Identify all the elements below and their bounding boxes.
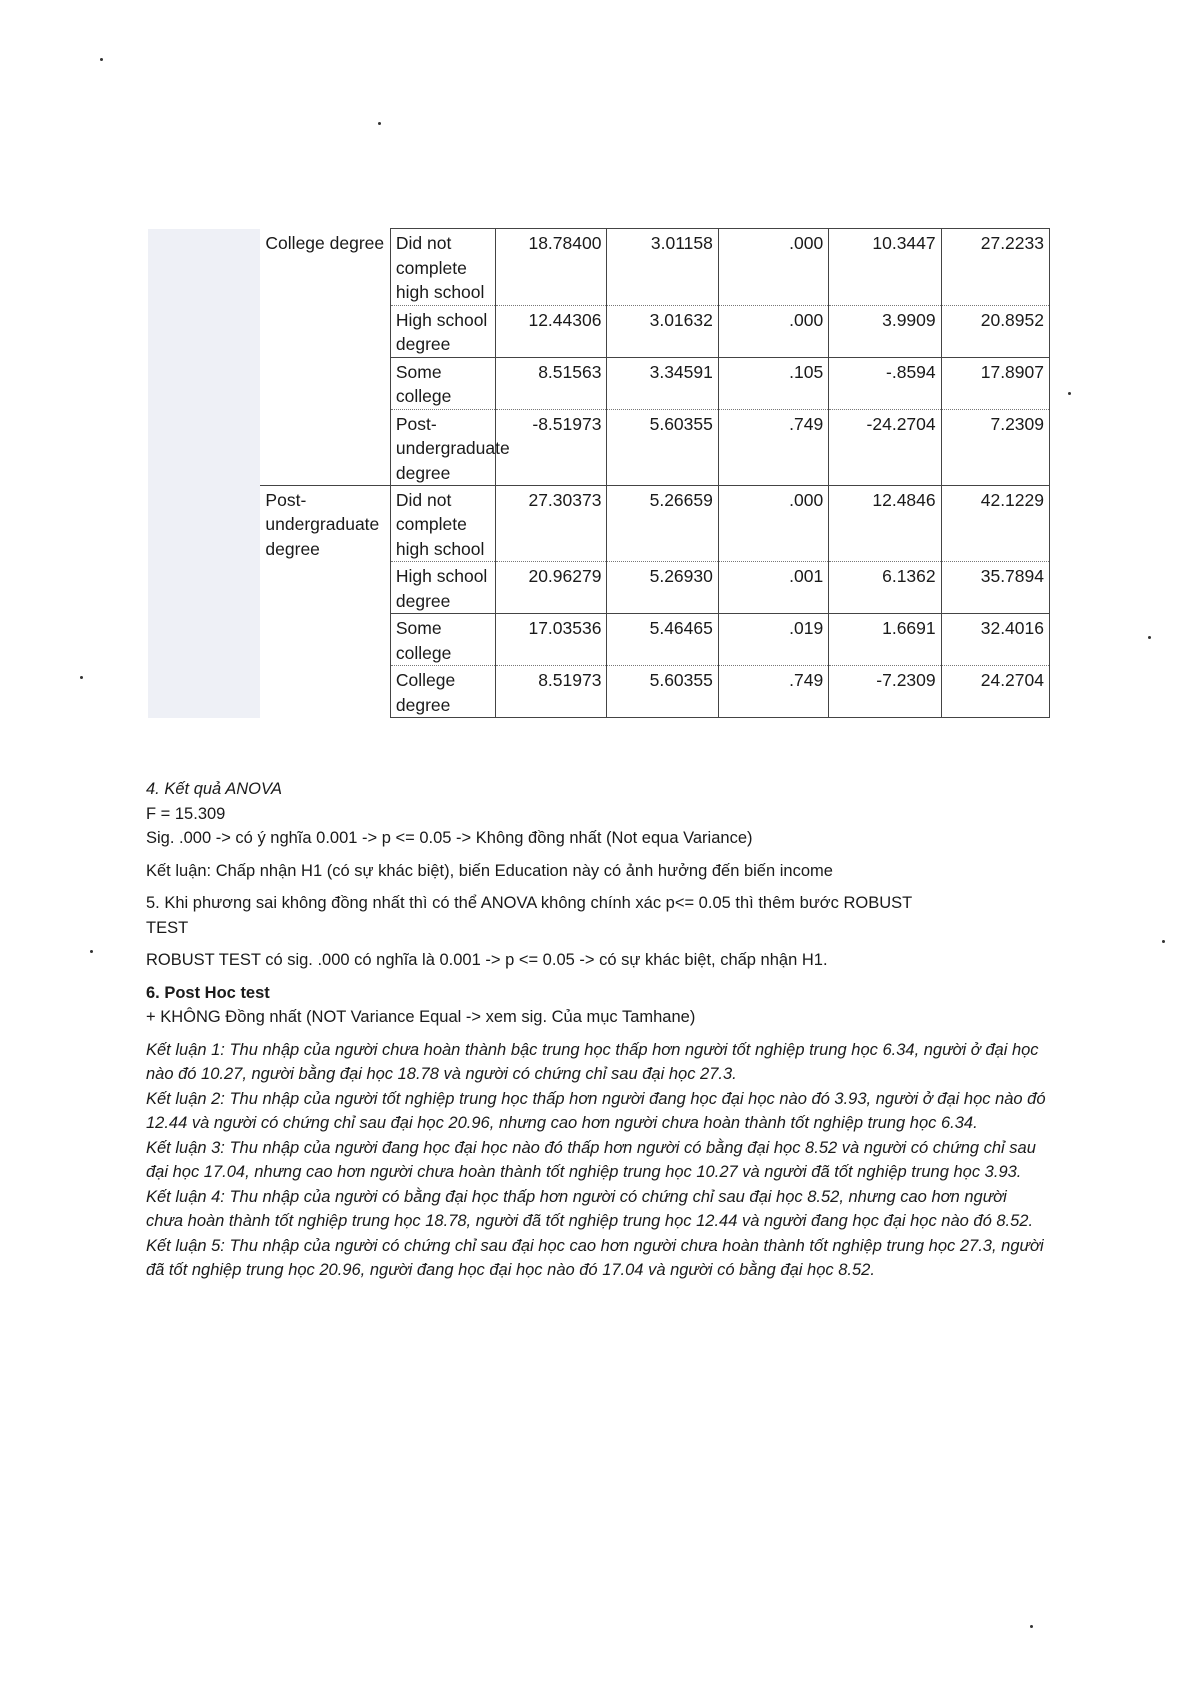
group-j-cell: Some college — [390, 614, 495, 666]
anova-conclusion: Kết luận: Chấp nhận H1 (có sự khác biệt), biến Education này có ảnh hưởng đến biến income — [146, 861, 833, 880]
posthoc-table — [148, 228, 1050, 718]
std-error-cell: 5.60355 — [607, 409, 718, 485]
scan-speck — [90, 950, 93, 953]
upper-bound-cell: 32.4016 — [941, 614, 1049, 666]
section-5-line-1: 5. Khi phương sai không đồng nhất thì có thể ANOVA không chính xác p<= 0.05 thì thêm bước ROBUST — [146, 894, 913, 912]
table-row — [148, 485, 1050, 562]
group-j-cell: Did not complete high school — [390, 485, 495, 562]
lower-bound-cell: 1.6691 — [829, 614, 941, 666]
mean-diff-cell: -8.51973 — [496, 409, 607, 485]
sig-cell: .000 — [718, 305, 828, 357]
group-j-cell: High school degree — [390, 562, 495, 614]
scan-speck — [100, 58, 103, 61]
conclusion-1: Kết luận 1: Thu nhập của người chưa hoàn thành bậc trung học thấp hơn người tốt nghiệp trung học 6.34, người ở đại học nào đó 10.27, người bằng đại học 18.78 và người có chứng chỉ sau đại học 27.3. — [146, 1040, 1039, 1083]
upper-bound-cell: 35.7894 — [941, 562, 1049, 614]
posthoc-table-fragment — [148, 228, 1050, 718]
robust-test-line: ROBUST TEST có sig. .000 có nghĩa là 0.001 -> p <= 0.05 -> có sự khác biệt, chấp nhận H1. — [146, 951, 828, 969]
upper-bound-cell: 20.8952 — [941, 305, 1049, 357]
lower-bound-cell: -24.2704 — [829, 409, 941, 485]
section-5-line-2: TEST — [146, 918, 189, 937]
group-j-cell: College degree — [390, 666, 495, 718]
scan-speck — [1068, 392, 1071, 395]
lower-bound-cell: -7.2309 — [829, 666, 941, 718]
upper-bound-cell: 42.1229 — [941, 485, 1049, 562]
std-error-cell: 5.46465 — [607, 614, 718, 666]
mean-diff-cell: 20.96279 — [496, 562, 607, 614]
group-i-cell: Post-undergraduate degree — [260, 485, 390, 718]
scan-speck — [378, 122, 381, 125]
conclusion-3: Kết luận 3: Thu nhập của người đang học đại học nào đó thấp hơn người có bằng đại học 8.52 và người có chứng chỉ sau đại học 17.04, nhưng cao hơn người chưa hoàn thành tốt nghiệp trung học 10.27 và người đã tốt nghiệp trung học 3.93. — [146, 1138, 1036, 1181]
std-error-cell: 3.01158 — [607, 229, 718, 306]
sig-cell: .749 — [718, 666, 828, 718]
mean-diff-cell: 18.78400 — [496, 229, 607, 306]
mean-diff-cell: 8.51973 — [496, 666, 607, 718]
lower-bound-cell: 12.4846 — [829, 485, 941, 562]
lower-bound-cell: 3.9909 — [829, 305, 941, 357]
row-header-shade — [148, 229, 260, 718]
upper-bound-cell: 24.2704 — [941, 666, 1049, 718]
upper-bound-cell: 27.2233 — [941, 229, 1049, 306]
upper-bound-cell: 17.8907 — [941, 357, 1049, 409]
sig-cell: .019 — [718, 614, 828, 666]
mean-diff-cell: 8.51563 — [496, 357, 607, 409]
scan-speck — [80, 676, 83, 679]
std-error-cell: 5.60355 — [607, 666, 718, 718]
table-row — [148, 229, 1050, 306]
anova-sig-line: Sig. .000 -> có ý nghĩa 0.001 -> p <= 0.05 -> Không đồng nhất (Not equa Variance) — [146, 829, 753, 847]
sig-cell: .000 — [718, 229, 828, 306]
upper-bound-cell: 7.2309 — [941, 409, 1049, 485]
sig-cell: .000 — [718, 485, 828, 562]
mean-diff-cell: 17.03536 — [496, 614, 607, 666]
sig-cell: .105 — [718, 357, 828, 409]
sig-cell: .001 — [718, 562, 828, 614]
std-error-cell: 3.01632 — [607, 305, 718, 357]
conclusion-2: Kết luận 2: Thu nhập của người tốt nghiệp trung học thấp hơn người đang học đại học nào đó 3.93, người ở đại học nào đó 12.44 và người có chứng chỉ sau đại học 20.96, nhưng cao hơn người chưa hoàn thành tốt nghiệp trung học 6.34. — [146, 1089, 1046, 1132]
std-error-cell: 3.34591 — [607, 357, 718, 409]
std-error-cell: 5.26659 — [607, 485, 718, 562]
group-i-cell: College degree — [265, 232, 385, 253]
conclusion-5: Kết luận 5: Thu nhập của người có chứng chỉ sau đại học cao hơn người chưa hoàn thành tốt nghiệp trung học 27.3, người đã tốt nghiệp trung học 20.96, người đang học đại học nào đó 17.04 và người có bằng đại học 8.52. — [146, 1236, 1044, 1279]
section-6-title: 6. Post Hoc test — [146, 983, 270, 1002]
sig-cell: .749 — [718, 409, 828, 485]
std-error-cell: 5.26930 — [607, 562, 718, 614]
group-j-cell: High school degree — [390, 305, 495, 357]
lower-bound-cell: 6.1362 — [829, 562, 941, 614]
mean-diff-cell: 27.30373 — [496, 485, 607, 562]
group-j-cell: Did not complete high school — [390, 229, 495, 306]
mean-diff-cell: 12.44306 — [496, 305, 607, 357]
f-statistic: F = 15.309 — [146, 804, 226, 823]
scan-speck — [1148, 636, 1151, 639]
group-j-cell: Post-undergraduate degree — [390, 409, 495, 485]
section-4-title: 4. Kết quả ANOVA — [146, 780, 283, 798]
posthoc-note: + KHÔNG Đồng nhất (NOT Variance Equal -> xem sig. Của mục Tamhane) — [146, 1008, 696, 1026]
lower-bound-cell: -.8594 — [829, 357, 941, 409]
conclusion-4: Kết luận 4: Thu nhập của người có bằng đại học thấp hơn người có chứng chỉ sau đại học 8.52, nhưng cao hơn người chưa hoàn thành tốt nghiệp trung học 18.78, người đã tốt nghiệp trung học 12.44 và người đang học đại học nào đó 8.52. — [146, 1187, 1034, 1230]
analysis-text — [146, 777, 1046, 1283]
scan-speck — [1162, 940, 1165, 943]
lower-bound-cell: 10.3447 — [829, 229, 941, 306]
group-j-cell: Some college — [390, 357, 495, 409]
scan-speck — [1030, 1625, 1033, 1628]
